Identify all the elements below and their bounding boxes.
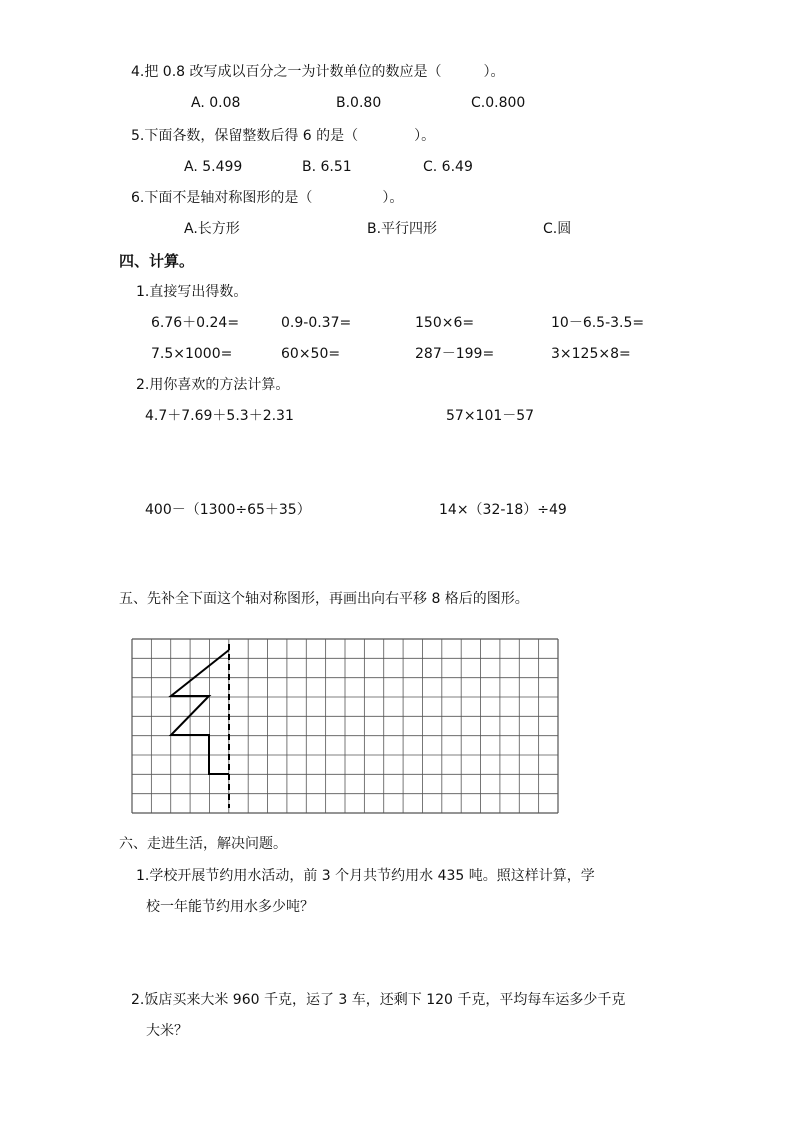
q5-option-b: B. 6.51 bbox=[302, 159, 352, 175]
oral-calc-2-3: 287－199= bbox=[415, 346, 495, 362]
q5-option-c: C. 6.49 bbox=[423, 159, 473, 175]
grid-svg bbox=[131, 638, 559, 814]
q6-option-a: A.长方形 bbox=[184, 221, 240, 237]
q4-option-b: B.0.80 bbox=[336, 95, 382, 111]
q4-option-c: C.0.800 bbox=[471, 95, 526, 111]
q5-stem: 5.下面各数，保留整数后得 6 的是（ ）。 bbox=[131, 128, 436, 144]
section-6-title: 六、走进生活，解决问题。 bbox=[119, 836, 287, 852]
q6-option-b: B.平行四形 bbox=[367, 221, 438, 237]
section-4-sub1: 1.直接写出得数。 bbox=[136, 284, 248, 300]
q4-stem: 4.把 0.8 改写成以百分之一为计数单位的数应是（ ）。 bbox=[131, 64, 505, 80]
calc-expression-3: 400－（1300÷65＋35） bbox=[145, 502, 311, 518]
problem-1-line-2: 校一年能节约用水多少吨？ bbox=[146, 899, 314, 915]
oral-calc-1-4: 10－6.5-3.5= bbox=[551, 315, 645, 331]
oral-calc-2-1: 7.5×1000= bbox=[151, 346, 233, 362]
oral-calc-2-4: 3×125×8= bbox=[551, 346, 631, 362]
problem-1-line-1: 1.学校开展节约用水活动，前 3 个月共节约用水 435 吨。照这样计算，学 bbox=[136, 868, 595, 884]
section-4-sub2: 2.用你喜欢的方法计算。 bbox=[136, 377, 290, 393]
calc-expression-4: 14×（32-18）÷49 bbox=[439, 502, 567, 518]
calc-expression-1: 4.7＋7.69＋5.3＋2.31 bbox=[145, 408, 294, 424]
q6-option-c: C.圆 bbox=[543, 221, 572, 237]
oral-calc-1-3: 150×6= bbox=[415, 315, 475, 331]
oral-calc-1-2: 0.9-0.37= bbox=[281, 315, 352, 331]
oral-calc-2-2: 60×50= bbox=[281, 346, 341, 362]
q6-stem: 6.下面不是轴对称图形的是（ ）。 bbox=[131, 190, 404, 206]
section-5-title: 五、先补全下面这个轴对称图形，再画出向右平移 8 格后的图形。 bbox=[119, 591, 529, 607]
grid-lines bbox=[132, 639, 558, 813]
q5-option-a: A. 5.499 bbox=[184, 159, 243, 175]
calc-expression-2: 57×101－57 bbox=[446, 408, 535, 424]
problem-2-line-1: 2.饭店买来大米 960 千克，运了 3 车，还剩下 120 千克，平均每车运多少千克 bbox=[131, 992, 626, 1008]
section-4-title: 四、计算。 bbox=[119, 252, 195, 270]
drawing-grid bbox=[131, 638, 559, 814]
problem-2-line-2: 大米？ bbox=[146, 1023, 188, 1039]
q4-option-a: A. 0.08 bbox=[191, 95, 241, 111]
oral-calc-1-1: 6.76＋0.24= bbox=[151, 315, 240, 331]
half-figure bbox=[171, 650, 229, 774]
